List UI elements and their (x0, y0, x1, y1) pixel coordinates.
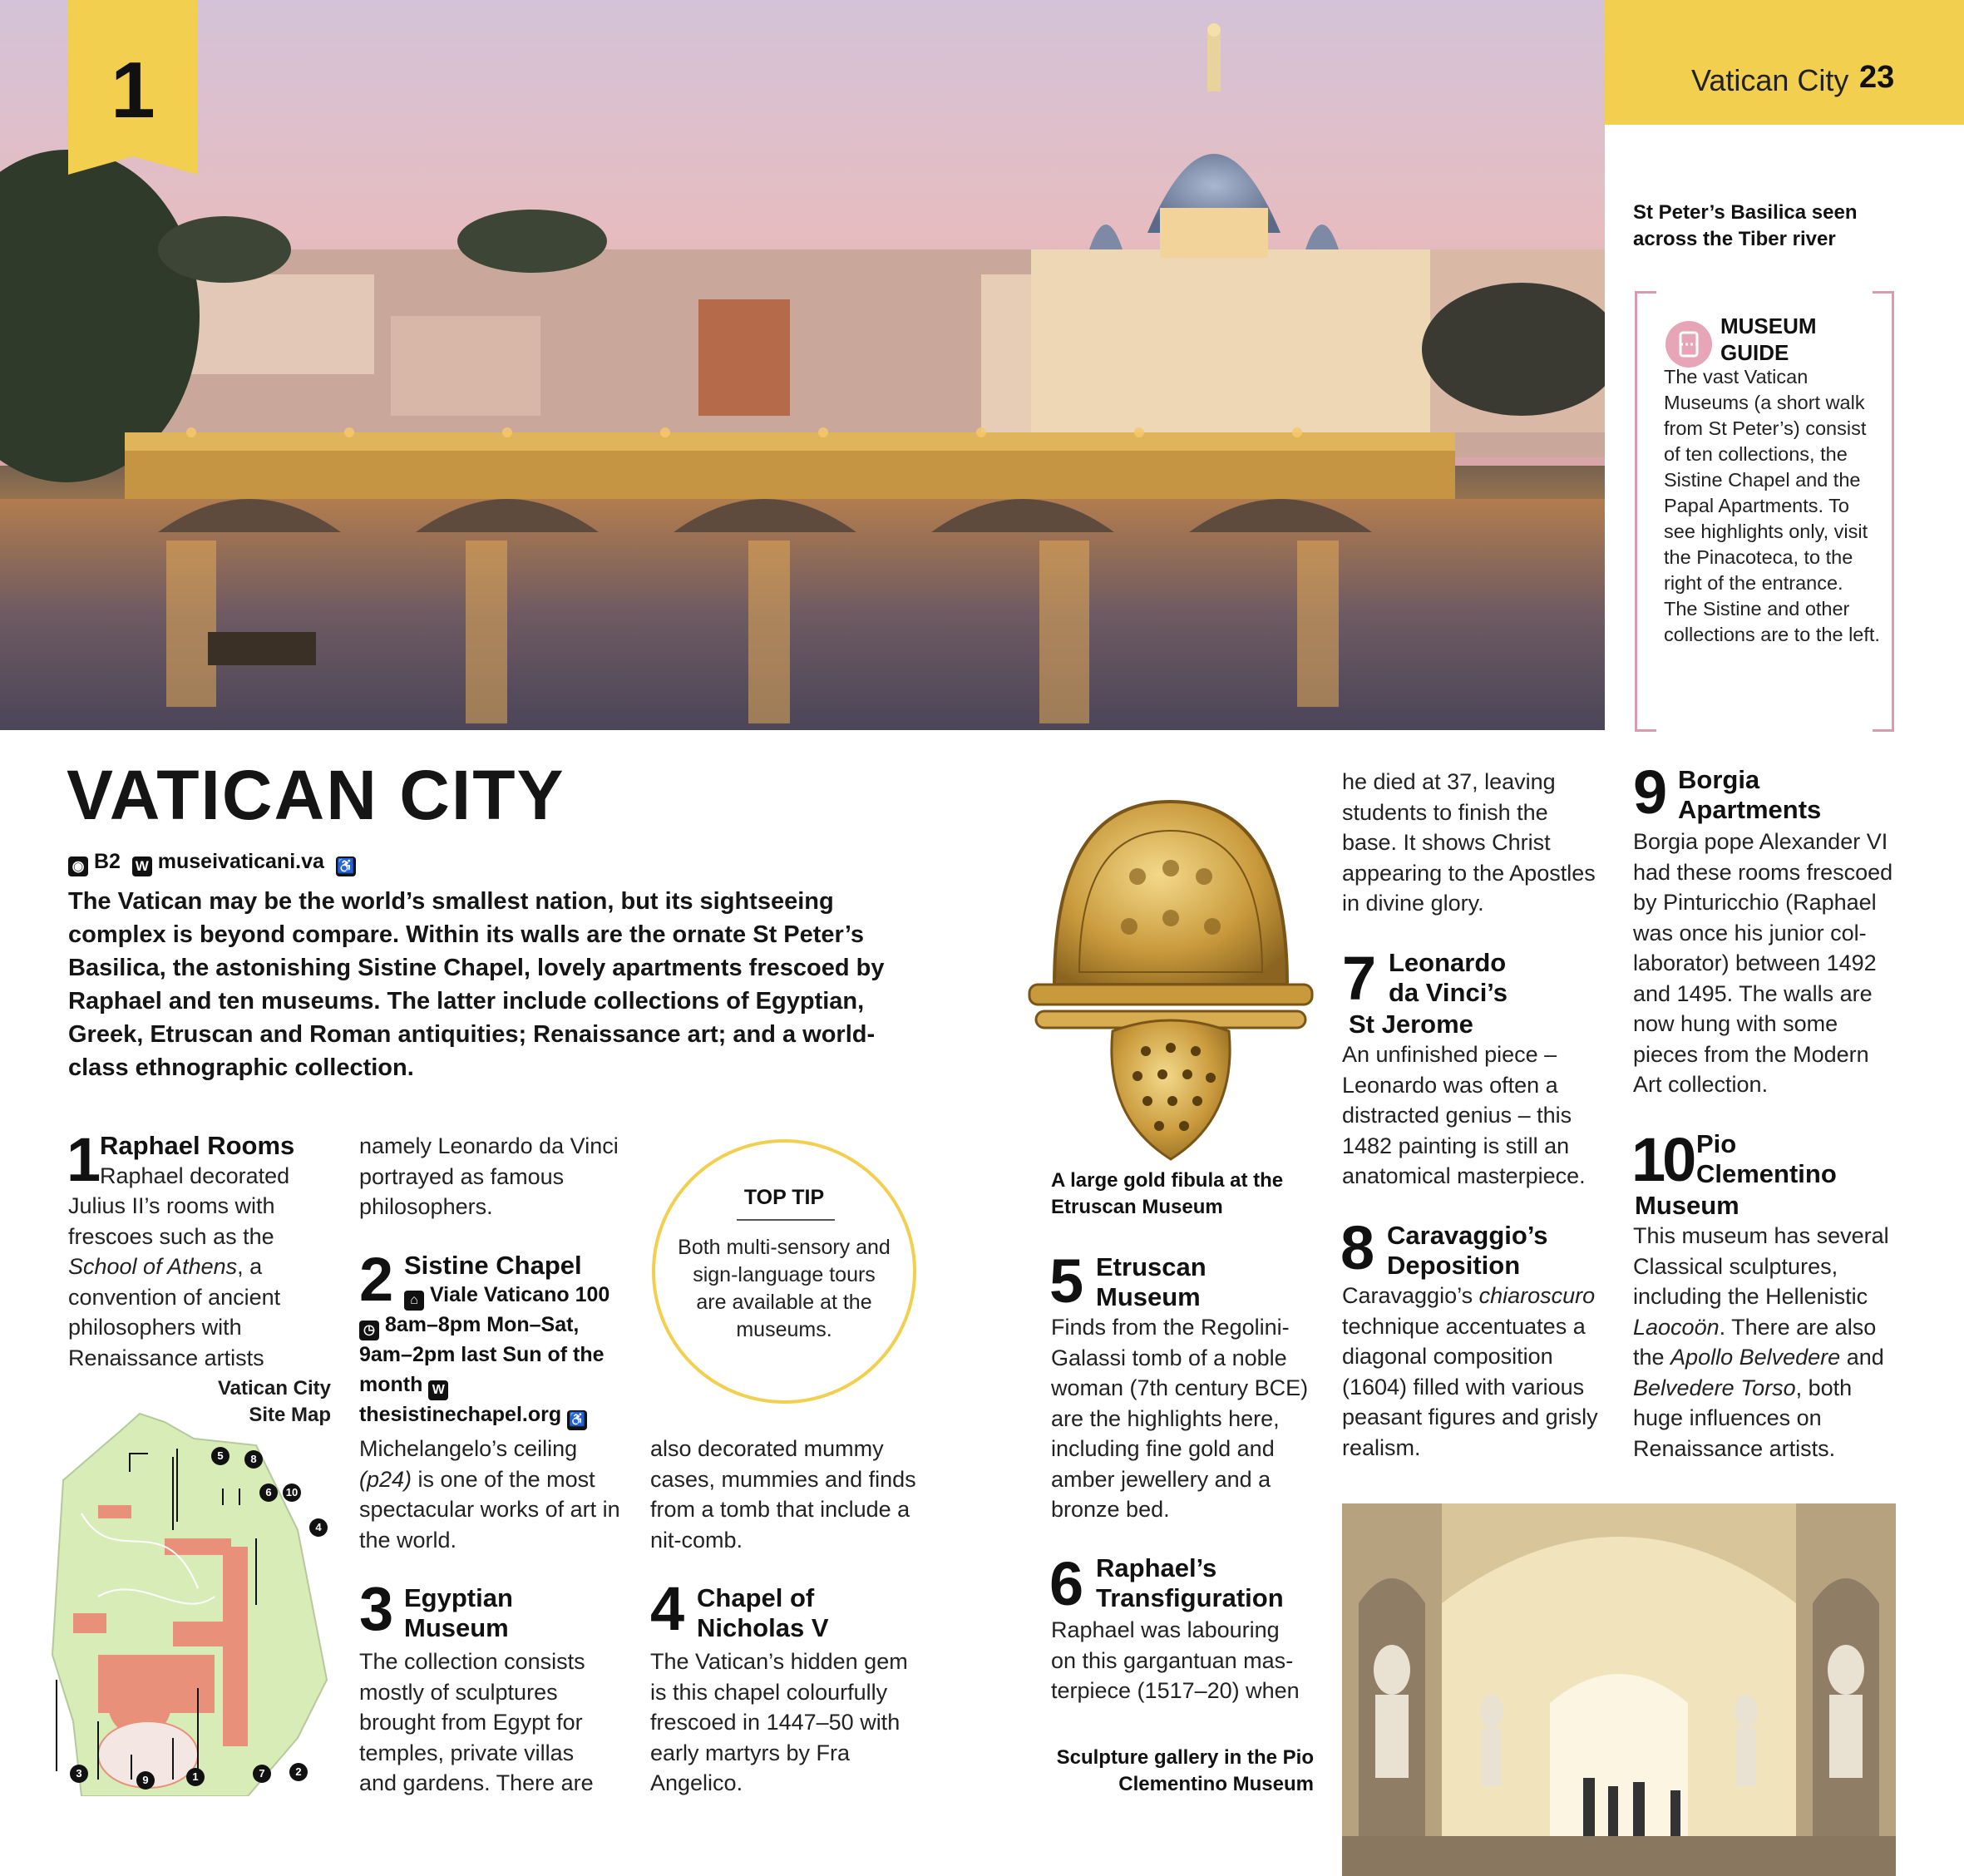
map-pin-4[interactable]: 4 (309, 1518, 328, 1537)
entry-1-continued: namely Leonardo da Vinci portrayed as famous philosophers. (359, 1133, 619, 1219)
top-tip-title: TOP TIP (743, 1186, 825, 1209)
entry-10-title-line1: Pio (1696, 1129, 1737, 1158)
map-pin-3[interactable]: 3 (70, 1765, 88, 1783)
entry-4-title-line2: Nicholas V (697, 1613, 829, 1642)
entry-10-title-line2: Clementino (1696, 1159, 1837, 1188)
entry-3-number: 3 (359, 1574, 391, 1643)
entry-9-title-line2: Apartments (1678, 795, 1822, 824)
guide-title-line1: MUSEUM (1720, 313, 1817, 338)
entry-6-continued: he died at 37, leaving students to finish the base. It shows Christ appearing to the Apostles in divine glory. (1342, 769, 1596, 916)
map-pin-icon: ◉ (68, 857, 88, 876)
hero-caption: St Peter’s Basilica seen across the Tiber river (1633, 201, 1858, 250)
entry-3-continued: also decorated mummy cases, mummies and finds from a tomb that include a nit-comb. (650, 1436, 916, 1553)
entry-6-title-line2: Transfiguration (1096, 1583, 1284, 1612)
guide-title-line2: GUIDE (1720, 340, 1789, 365)
fibula-caption: A large gold fibula at the Etruscan Museum (1051, 1169, 1284, 1218)
entry-6-body: Raphael was labouring on this gargantuan masterpiece (1517–20) when (1051, 1617, 1300, 1703)
map-pin-6[interactable]: 6 (259, 1484, 278, 1502)
meta-line (68, 850, 356, 876)
ticket-icon (1665, 321, 1712, 368)
top-tip-rule (737, 1219, 835, 1221)
entry-9-title-line1: Borgia (1678, 765, 1760, 794)
entry-4-body: The Vatican’s hidden gem is this chapel colourfully frescoed in 1447–50 with early martyrs by Fra Angelico. (650, 1649, 908, 1795)
address-icon: ⌂ (404, 1291, 424, 1311)
guide-corner-br (1873, 729, 1894, 732)
web-icon: W (428, 1380, 448, 1400)
clock-icon: ◷ (359, 1321, 379, 1340)
running-header (1605, 0, 1964, 125)
entry-8-title (1387, 1221, 1548, 1281)
guide-corner-tl (1635, 291, 1656, 294)
web-icon: W (132, 857, 152, 876)
entry-1-lead: Raphael decorated (100, 1163, 290, 1188)
entry-4-number: 4 (650, 1574, 682, 1643)
entry-2-number: 2 (359, 1245, 391, 1314)
map-pin-2[interactable]: 2 (289, 1763, 308, 1781)
guide-title (1720, 313, 1817, 366)
accessibility-icon: ♿ (336, 857, 356, 876)
entry-4-title-line1: Chapel of (697, 1583, 815, 1612)
map-title-line2: Site Map (249, 1404, 331, 1426)
entry-1-number: 1 (67, 1125, 98, 1194)
entry-8-number: 8 (1340, 1213, 1372, 1282)
entry-7-title-line3: St Jerome (1349, 1010, 1473, 1039)
entry-7-title-line1: Leonardo (1389, 948, 1507, 977)
entry-2-title: Sistine Chapel (404, 1251, 582, 1280)
entry-2-hours: 8am–8pm Mon–Sat, 9am–2pm last Sun of the month (359, 1313, 604, 1396)
entry-1-body: Julius II’s rooms with frescoes such as the School of Athens, a convention of ancient philosophers with Renaissance artists (68, 1193, 281, 1370)
entry-3-body: The collection consists mostly of sculptures brought from Egypt for temples, private villas and gardens. There are (359, 1649, 594, 1795)
entry-5-title-line2: Museum (1096, 1282, 1201, 1311)
top-tip-text: Both multi-sensory and sign-language tours are available at the museums. (678, 1236, 891, 1341)
entry-8-title-line2: Deposition (1387, 1251, 1521, 1280)
chapter-number: 1 (111, 46, 155, 135)
gold-fibula-drawing (1021, 785, 1320, 1168)
entry-3-title-line2: Museum (404, 1613, 509, 1642)
sculpture-gallery-drawing (1342, 1503, 1896, 1876)
entry-3-title (404, 1583, 513, 1643)
map-pin-1[interactable]: 1 (186, 1768, 205, 1786)
entry-10-number: 10 (1631, 1125, 1694, 1194)
entry-2-address: Viale Vaticano 100 (429, 1283, 610, 1306)
museum-guide-box (1635, 291, 1894, 732)
chapter-tab (68, 0, 198, 156)
entry-6-title-line1: Raphael’s (1096, 1553, 1217, 1582)
map-pin-10[interactable]: 10 (283, 1484, 301, 1502)
entry-10-body: This museum has several Classical sculptures, including the Hellenistic Laocoön. There are also the Apollo Belvedere and Belvedere Torso, both huge influences on Renaissance artists. (1633, 1223, 1889, 1461)
entry-5-body: Finds from the Regolini-Galassi tomb of a noble woman (7th century BCE) are the highlights here, including fine gold and amber jewellery and a bronze bed. (1051, 1315, 1309, 1522)
entry-7-title-line2: da Vinci’s (1389, 978, 1508, 1007)
entry-3-title-line1: Egyptian (404, 1583, 513, 1612)
entry-7-body: An unfinished piece – Leonardo was often a distracted genius – this 1482 painting is still an anatomical masterpiece. (1342, 1042, 1586, 1188)
entry-9-body: Borgia pope Alexander VI had these rooms frescoed by Pinturicchio (Raphael was once his junior collaborator) between 1492 and 1495. The walls are now hung with some pieces from the Modern Art collection. (1633, 829, 1893, 1097)
map-pin-5[interactable]: 5 (211, 1447, 229, 1465)
entry-7-number: 7 (1342, 944, 1374, 1013)
chapter-tab-notch (68, 156, 198, 175)
hero-photo (0, 0, 1605, 730)
entry-2-website[interactable]: thesistinechapel.org (359, 1402, 562, 1426)
entry-10-title-line3: Museum (1635, 1191, 1739, 1220)
entry-1-title: Raphael Rooms (100, 1131, 295, 1160)
top-tip (652, 1139, 916, 1404)
site-map[interactable] (48, 1405, 339, 1796)
section-name: Vatican City (1691, 63, 1849, 97)
guide-corner-bl (1635, 729, 1656, 732)
map-ref: B2 (93, 850, 121, 873)
hero-illustration (0, 0, 1605, 730)
entry-10-title (1696, 1129, 1837, 1189)
gallery-caption: Sculpture gallery in the Pio Clementino Museum (1056, 1746, 1314, 1795)
map-title-line1: Vatican City (217, 1377, 331, 1400)
entry-6-number: 6 (1049, 1549, 1081, 1618)
map-pin-8[interactable]: 8 (244, 1450, 263, 1469)
gold-fibula-photo (1021, 785, 1320, 1168)
entry-2-details (359, 1281, 617, 1430)
page-title: VATICAN CITY (67, 756, 565, 834)
intro-paragraph: The Vatican may be the world’s smallest nation, but its sightseeing complex is beyond compare. Within its walls are the ornate St Peter’s Basilica, the astonishing Sistine Chapel, lovely apartments frescoed by Raphael and ten museums. The latter include collections of Egyptian, Greek, Etruscan and Roman antiquities; Renaissance art; and a world-class ethnographic collection. (68, 888, 885, 1081)
entry-8-body: Caravaggio’s chiaroscuro technique accentuates a diagonal composition (1604) filled with various peasant figures and grisly realism. (1342, 1283, 1598, 1460)
entry-5-title-line1: Etruscan (1096, 1252, 1207, 1281)
page-number: 23 (1859, 60, 1895, 95)
entry-7-title (1389, 948, 1508, 1008)
entry-5-number: 5 (1049, 1247, 1081, 1316)
entry-9-title (1678, 765, 1821, 825)
map-pin-7[interactable]: 7 (253, 1765, 271, 1783)
entry-5-title (1096, 1252, 1207, 1312)
sculpture-gallery-photo (1342, 1503, 1896, 1876)
entry-4-title (697, 1583, 829, 1643)
entry-9-number: 9 (1633, 758, 1665, 827)
guide-text: The vast Vatican Museums (a short walk from St Peter’s) consist of ten collections, the Sistine Chapel and the Papal Apartments. To see highlights only, visit the Pinacoteca, to the right of the entrance. The Sistine and other collections are to the left. (1664, 366, 1880, 645)
guide-corner-tr (1873, 291, 1894, 294)
website-link[interactable]: museivaticani.va (157, 850, 324, 873)
accessibility-icon: ♿ (567, 1410, 587, 1430)
map-pin-9[interactable]: 9 (136, 1771, 155, 1790)
entry-8-title-line1: Caravaggio’s (1387, 1221, 1548, 1250)
entry-2-body: Michelangelo’s ceiling (p24) is one of the most spectacular works of art in the world. (359, 1436, 620, 1553)
entry-6-title (1096, 1553, 1284, 1613)
site-map-drawing (48, 1405, 339, 1796)
